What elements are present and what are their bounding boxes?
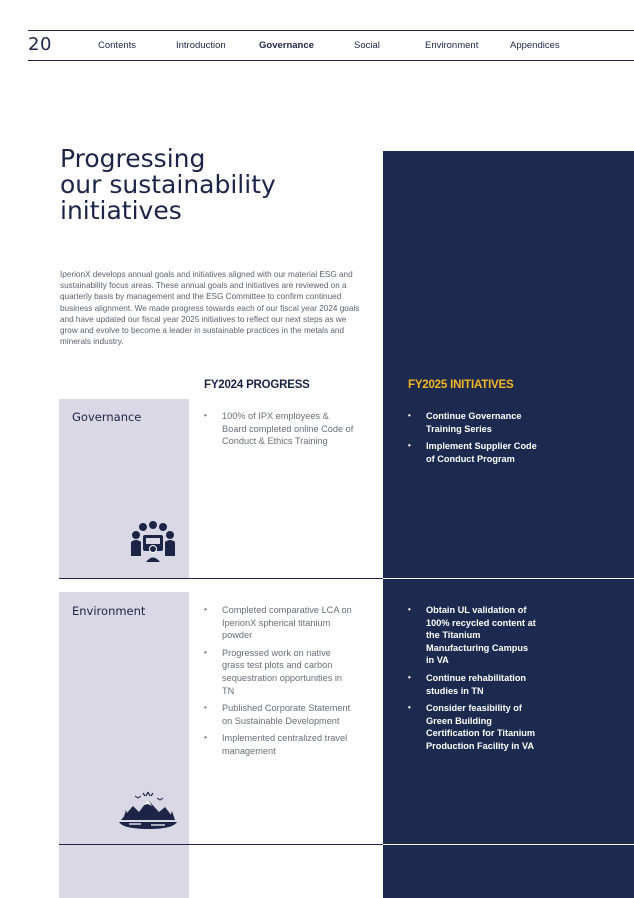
list-item: • Continue Governance Training Series [408,410,538,435]
list-item: • 100% of IPX employees & Board completed online Code of Conduct & Ethics Training [204,410,354,448]
list-item: • Continue rehabilitation studies in TN [408,672,538,697]
header-bottom-rule [28,60,634,61]
list-item: • Implement Supplier Code of Conduct Program [408,440,538,465]
page-title [60,146,360,224]
list-item: • Consider feasibility of Green Building Certification for Titanium Production Facility in VA [408,702,538,752]
list-item: • Implemented centralized travel management [204,732,354,757]
environment-label: Environment [72,604,146,618]
row-divider-dark [383,844,634,845]
title-line: initiatives [60,196,182,225]
environment-initiatives-list [408,604,538,758]
header-top-rule [28,30,634,31]
governance-progress-list [204,410,354,453]
environment-tile [59,592,189,898]
nav-governance[interactable]: Governance [259,40,314,51]
fy2024-progress-header: FY2024 PROGRESS [204,379,310,391]
nav-appendices[interactable]: Appendices [510,40,560,51]
nav-environment[interactable]: Environment [425,40,479,51]
list-item: • Completed comparative LCA on IperionX spherical titanium powder [204,604,354,642]
row-divider-dark [383,578,634,579]
environment-progress-list [204,604,354,763]
nav-introduction[interactable]: Introduction [176,40,226,51]
nav-contents[interactable]: Contents [98,40,137,51]
list-item: • Published Corporate Statement on Sustainable Development [204,702,354,727]
initiatives-panel [383,151,634,898]
team-meeting-icon [129,520,177,564]
list-item: • Progressed work on native grass test plots and carbon sequestration opportunities in TN [204,647,354,697]
governance-initiatives-list [408,410,538,470]
mountain-landscape-icon [117,790,179,830]
title-line: our sustainability [60,170,276,199]
page-number: 20 [28,34,52,55]
nav-social[interactable]: Social [354,40,380,51]
fy2025-initiatives-header: FY2025 INITIATIVES [408,379,514,391]
title-line: Progressing [60,144,206,173]
governance-label: Governance [72,410,142,424]
list-item: • Obtain UL validation of 100% recycled content at the Titanium Manufacturing Campus in VA [408,604,538,667]
intro-paragraph: IperionX develops annual goals and initiatives aligned with our material ESG and sustainability focus areas. These annual goals and initiatives are reviewed on a quarterly basis by management and the ESG Committee to confirm continued business alignment. We made progress towards each of our fiscal year 2024 goals and have updated our fiscal year 2025 initiatives to reflect our next steps as we grow and evolve to become a leader in sustainable practices in the metals and minerals industry. [60,270,360,347]
